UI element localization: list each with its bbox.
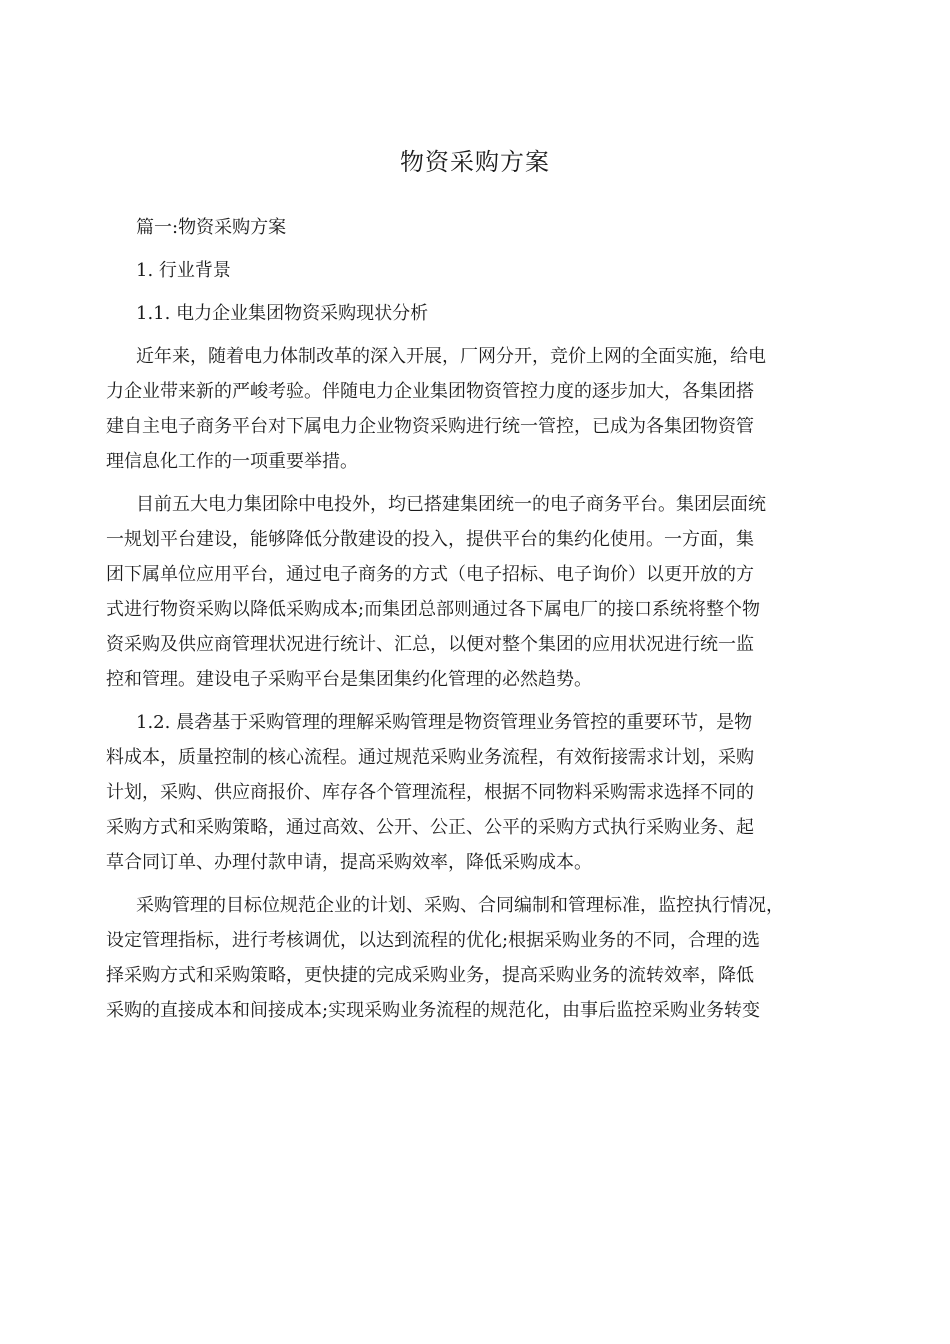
paragraph-line: 式进行物资采购以降低采购成本;而集团总部则通过各下属电厂的接口系统将整个物 [106,599,761,620]
document-title: 物资采购方案 [400,148,550,176]
heading-status-analysis: 1.1. 电力企业集团物资采购现状分析 [136,303,429,324]
paragraph-line: 设定管理指标，进行考核调优，以达到流程的优化;根据采购业务的不同，合理的选 [106,930,761,951]
paragraph-line: 控和管理。建设电子采购平台是集团集约化管理的必然趋势。 [106,669,592,690]
paragraph-line: 1.2. 晨砻基于采购管理的理解采购管理是物资管理业务管控的重要环节，是物 [136,712,753,733]
paragraph-line: 择采购方式和采购策略，更快捷的完成采购业务，提高采购业务的流转效率，降低 [106,965,754,986]
paragraph-line: 一规划平台建设，能够降低分散建设的投入，提供平台的集约化使用。一方面，集 [106,529,754,550]
paragraph-line: 计划，采购、供应商报价、库存各个管理流程，根据不同物料采购需求选择不同的 [106,782,754,803]
paragraph-line: 采购的直接成本和间接成本;实现采购业务流程的规范化，由事后监控采购业务转变 [106,1000,761,1021]
document-body [106,210,858,1028]
paragraph-1 [106,339,858,479]
paragraph-line: 采购方式和采购策略，通过高效、公开、公正、公平的采购方式执行采购业务、起 [106,817,754,838]
paragraph-4 [106,888,858,1028]
heading-industry-background: 1. 行业背景 [136,260,231,281]
paragraph-line: 采购管理的目标位规范企业的计划、采购、合同编制和管理标准，监控执行情况， [136,895,784,916]
paragraph-line: 草合同订单、办理付款申请，提高采购效率，降低采购成本。 [106,852,592,873]
heading-part-one: 篇一:物资采购方案 [136,217,287,238]
paragraph-line: 理信息化工作的一项重要举措。 [106,451,358,472]
paragraph-2 [106,487,858,697]
paragraph-line: 目前五大电力集团除中电投外，均已搭建集团统一的电子商务平台。集团层面统 [136,494,766,515]
section-heading-industry [106,253,858,288]
paragraph-line: 资采购及供应商管理状况进行统计、汇总，以便对整个集团的应用状况进行统一监 [106,634,754,655]
section-heading-status [106,296,858,331]
section-heading-part1 [106,210,858,245]
paragraph-line: 团下属单位应用平台，通过电子商务的方式（电子招标、电子询价）以更开放的方 [106,564,754,585]
paragraph-line: 近年来，随着电力体制改革的深入开展，厂网分开，竞价上网的全面实施，给电 [136,346,766,367]
paragraph-line: 料成本，质量控制的核心流程。通过规范采购业务流程，有效衔接需求计划，采购 [106,747,754,768]
paragraph-3 [106,705,858,880]
paragraph-line: 建自主电子商务平台对下属电力企业物资采购进行统一管控，已成为各集团物资管 [106,416,754,437]
paragraph-line: 力企业带来新的严峻考验。伴随电力企业集团物资管控力度的逐步加大，各集团搭 [106,381,754,402]
